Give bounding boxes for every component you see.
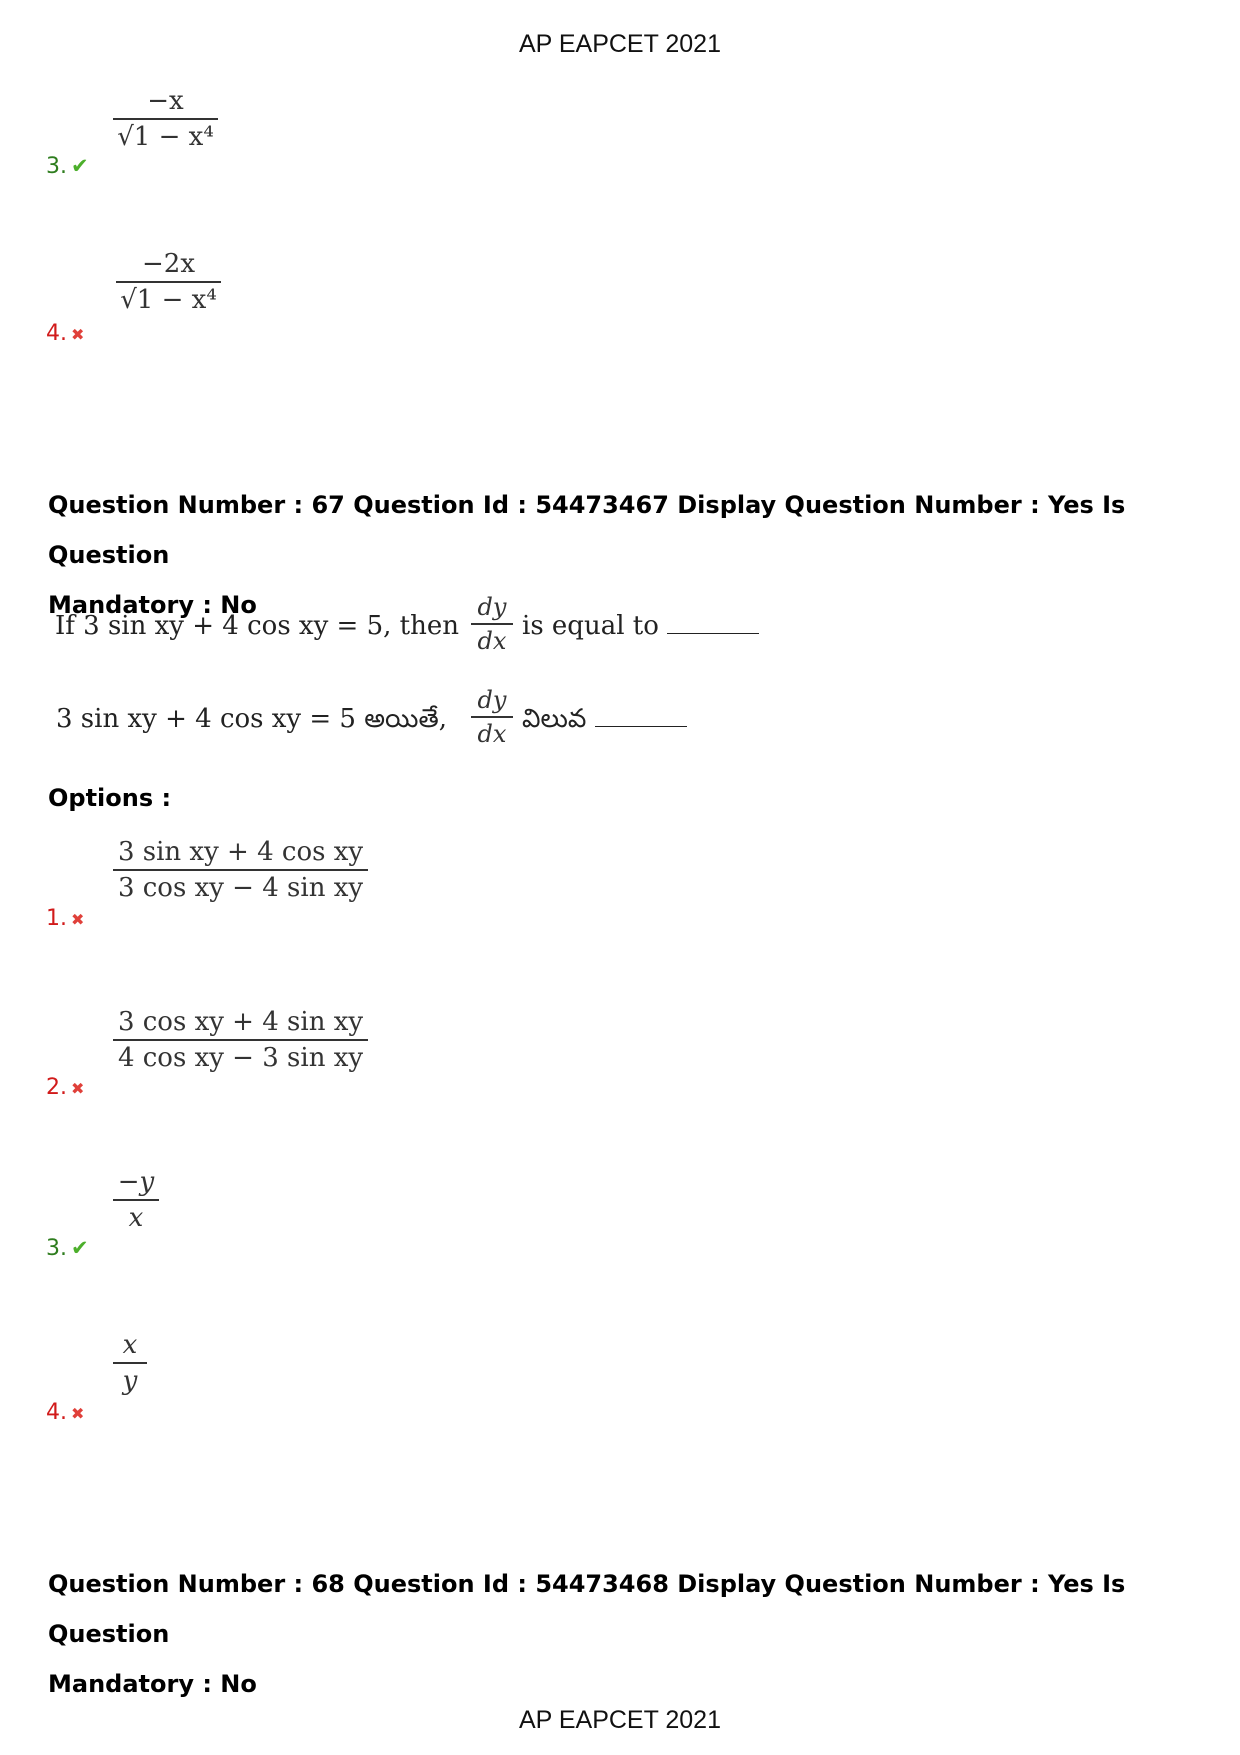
- q67-option-3-number: 3. ✔: [46, 1236, 89, 1261]
- prev-option-3-number: 3. ✔: [46, 154, 89, 179]
- question-67-english-suffix: is equal to: [522, 611, 759, 641]
- question-67-derivative-english: dy dx: [471, 593, 513, 655]
- check-icon: ✔: [71, 1236, 89, 1260]
- question-67-english: If 3 sin xy + 4 cos xy = 5, then: [55, 611, 459, 641]
- q67-option-4-number: 4. ✖: [46, 1400, 85, 1425]
- cross-icon: ✖: [71, 910, 85, 929]
- question-67-telugu-suffix: విలువ: [522, 704, 687, 740]
- question-67-meta: Question Number : 67 Question Id : 54473467 Display Question Number : Yes Is Question Mandatory : No: [48, 491, 1126, 619]
- question-67-derivative-telugu: dy dx: [471, 686, 513, 748]
- q67-option-2-fraction: 3 cos xy + 4 sin xy 4 cos xy − 3 sin xy: [113, 1007, 368, 1073]
- page-footer: AP EAPCET 2021: [519, 1706, 721, 1734]
- question-67-telugu: 3 sin xy + 4 cos xy = 5 అయితే,: [56, 704, 447, 734]
- q67-option-3-fraction: −y x: [113, 1167, 159, 1233]
- cross-icon: ✖: [71, 325, 85, 344]
- answer-blank: [667, 632, 759, 634]
- prev-option-4-fraction: −2x √1 − x⁴: [116, 249, 221, 315]
- prev-option-4-number: 4. ✖: [46, 321, 85, 346]
- q67-option-1-fraction: 3 sin xy + 4 cos xy 3 cos xy − 4 sin xy: [113, 837, 368, 903]
- q67-option-1-number: 1. ✖: [46, 906, 85, 931]
- page-header: AP EAPCET 2021: [519, 30, 721, 58]
- q67-option-4-fraction: x y: [113, 1330, 147, 1396]
- question-68-meta: Question Number : 68 Question Id : 54473468 Display Question Number : Yes Is Question Mandatory : No: [48, 1570, 1126, 1698]
- options-label: Options :: [48, 784, 172, 812]
- cross-icon: ✖: [71, 1404, 85, 1423]
- cross-icon: ✖: [71, 1079, 85, 1098]
- q67-option-2-number: 2. ✖: [46, 1075, 85, 1100]
- check-icon: ✔: [71, 154, 89, 178]
- answer-blank: [595, 725, 687, 727]
- prev-option-3-fraction: −x √1 − x⁴: [113, 86, 218, 152]
